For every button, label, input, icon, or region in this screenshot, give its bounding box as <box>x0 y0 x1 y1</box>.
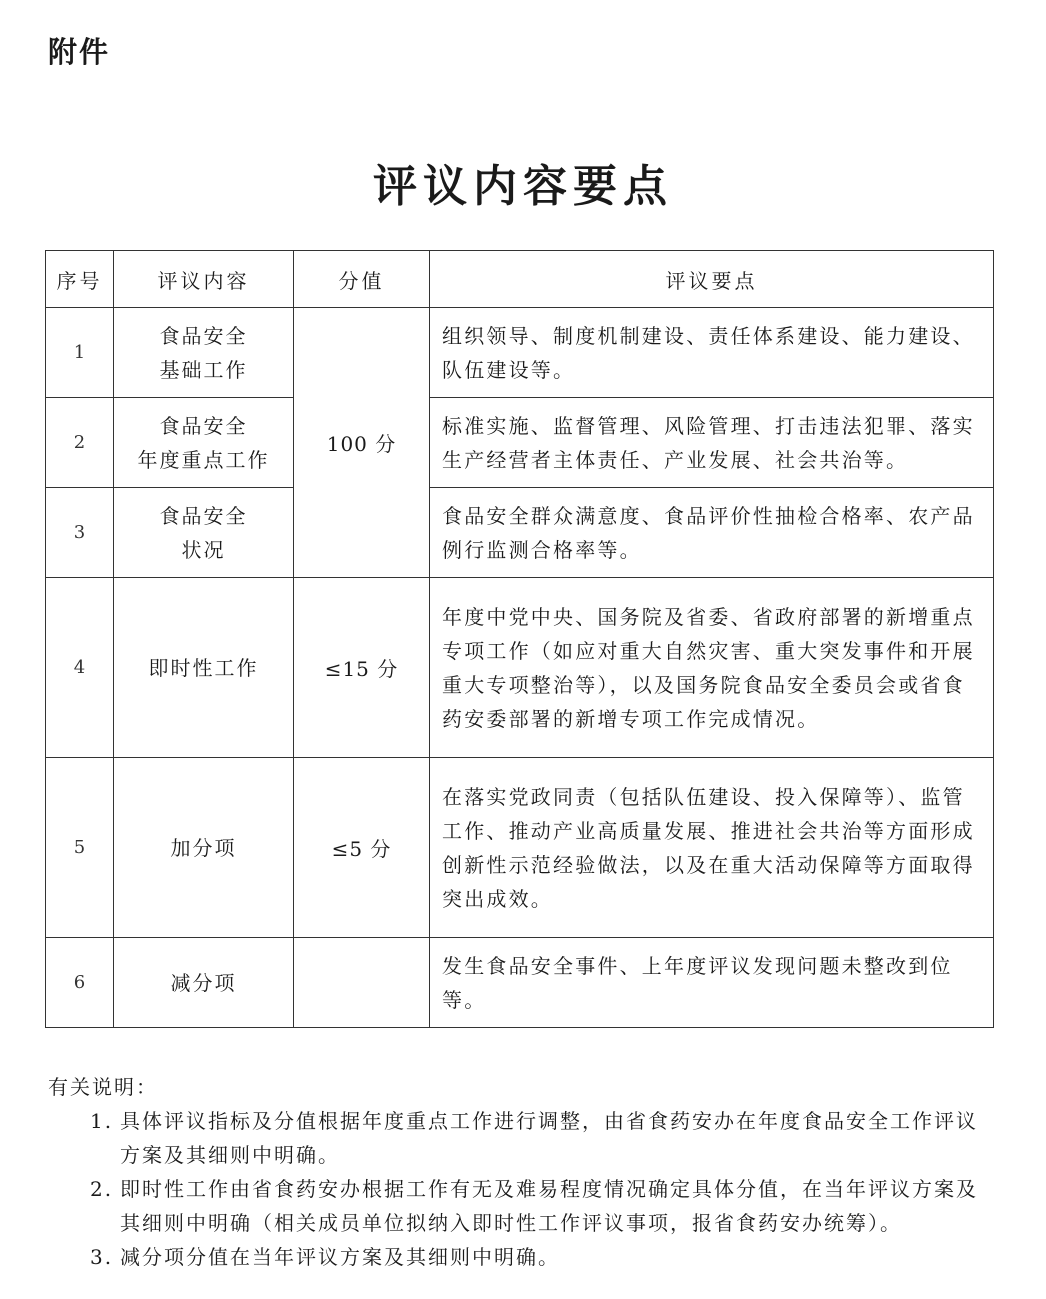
table-row <box>46 488 994 578</box>
row-content-line: 食品安全 <box>159 413 248 438</box>
table-row <box>46 398 994 488</box>
row-points: 食品安全群众满意度、食品评价性抽检合格率、农产品例行监测合格率等。 <box>430 488 994 578</box>
row-points: 在落实党政同责（包括队伍建设、投入保障等）、监管工作、推动产业高质量发展、推进社会共治等方面形成创新性示范经验做法，以及在重大活动保障等方面取得突出成效。 <box>430 758 994 938</box>
header-points: 评议要点 <box>430 251 994 308</box>
notes-title: 有关说明： <box>48 1075 158 1099</box>
row-seq: 5 <box>46 758 114 938</box>
row-content: 即时性工作 <box>114 578 294 758</box>
row-content-line: 基础工作 <box>159 357 248 382</box>
row-content-line: 食品安全 <box>159 503 248 528</box>
row-seq: 3 <box>46 488 114 578</box>
row-score: ≤5 分 <box>294 758 430 938</box>
note-text: 具体评议指标及分值根据年度重点工作进行调整，由省食药安办在年度食品安全工作评议方案及其细则中明确。 <box>120 1109 978 1167</box>
note-text: 减分项分值在当年评议方案及其细则中明确。 <box>120 1245 560 1269</box>
note-item <box>48 1172 998 1240</box>
row-seq: 4 <box>46 578 114 758</box>
note-item <box>48 1240 998 1274</box>
row-points: 标准实施、监督管理、风险管理、打击违法犯罪、落实生产经营者主体责任、产业发展、社会共治等。 <box>430 398 994 488</box>
page-title: 评议内容要点 <box>373 161 673 212</box>
row-content <box>114 488 294 578</box>
note-item <box>48 1104 998 1172</box>
header-seq: 序号 <box>46 251 114 308</box>
row-content: 加分项 <box>114 758 294 938</box>
row-points: 发生食品安全事件、上年度评议发现问题未整改到位等。 <box>430 938 994 1028</box>
header-score: 分值 <box>294 251 430 308</box>
table-row <box>46 308 994 398</box>
attachment-label: 附件 <box>48 35 111 69</box>
notes-section <box>48 1070 998 1274</box>
row-seq: 6 <box>46 938 114 1028</box>
note-number: 3. <box>90 1245 114 1269</box>
row-content: 减分项 <box>114 938 294 1028</box>
row-seq: 1 <box>46 308 114 398</box>
row-content-line: 状况 <box>181 537 226 562</box>
header-content: 评议内容 <box>114 251 294 308</box>
evaluation-table <box>45 250 994 1028</box>
row-points: 组织领导、制度机制建设、责任体系建设、能力建设、队伍建设等。 <box>430 308 994 398</box>
note-text: 即时性工作由省食药安办根据工作有无及难易程度情况确定具体分值，在当年评议方案及其细则中明确（相关成员单位拟纳入即时性工作评议事项，报省食药安办统筹）。 <box>120 1177 978 1235</box>
note-number: 1. <box>90 1109 114 1133</box>
row-seq: 2 <box>46 398 114 488</box>
row-content-line: 食品安全 <box>159 323 248 348</box>
table-header-row <box>46 251 994 308</box>
row-score-merged: 100 分 <box>294 308 430 578</box>
row-content <box>114 308 294 398</box>
table-row <box>46 578 994 758</box>
table-row <box>46 938 994 1028</box>
row-content-line: 年度重点工作 <box>137 447 270 472</box>
row-score: ≤15 分 <box>294 578 430 758</box>
row-points: 年度中党中央、国务院及省委、省政府部署的新增重点专项工作（如应对重大自然灾害、重大突发事件和开展重大专项整治等），以及国务院食品安全委员会或省食药安委部署的新增专项工作完成情况。 <box>430 578 994 758</box>
row-score <box>294 938 430 1028</box>
table-row <box>46 758 994 938</box>
row-content <box>114 398 294 488</box>
note-number: 2. <box>90 1177 114 1201</box>
